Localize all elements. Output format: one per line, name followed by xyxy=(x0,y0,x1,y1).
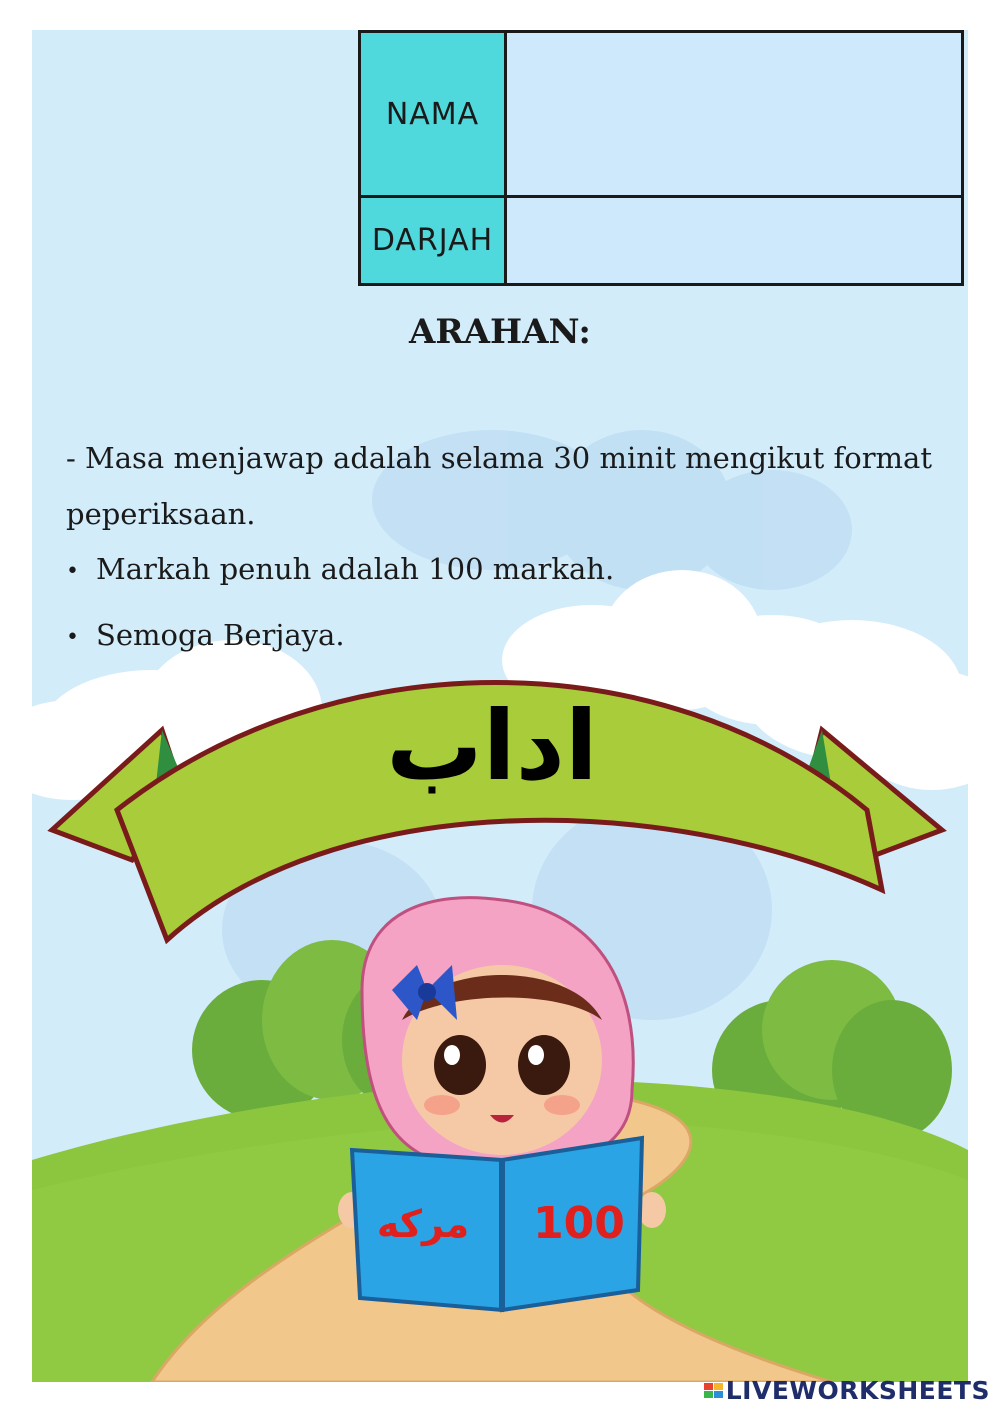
watermark-text: LIVEWORKSHEETS xyxy=(725,1375,990,1405)
instructions-title: ARAHAN: xyxy=(409,312,591,352)
list-item xyxy=(66,618,345,652)
student-info-table xyxy=(358,30,964,286)
logo-square xyxy=(704,1391,713,1398)
nama-field[interactable] xyxy=(507,33,961,195)
worksheet-page xyxy=(32,30,968,1382)
logo-squares-icon xyxy=(704,1383,723,1398)
darjah-field[interactable] xyxy=(507,198,961,283)
bullet-text: Markah penuh adalah 100 markah. xyxy=(96,552,615,586)
logo-square xyxy=(704,1383,713,1390)
logo-square xyxy=(714,1391,723,1398)
nama-label: NAMA xyxy=(361,33,507,195)
darjah-label: DARJAH xyxy=(361,198,507,283)
liveworksheets-logo xyxy=(704,1373,990,1407)
book-right-number: 100 xyxy=(533,1198,625,1249)
logo-square xyxy=(714,1383,723,1390)
banner-title: اداب xyxy=(386,690,598,802)
bullet-icon: • xyxy=(66,624,79,650)
bullet-text: Semoga Berjaya. xyxy=(96,618,345,652)
instruction-line-1: - Masa menjawap adalah selama 30 minit mengikut format peperiksaan. xyxy=(66,441,932,531)
list-item xyxy=(66,552,614,586)
bullet-icon: • xyxy=(66,558,79,584)
book-left-text: مركه xyxy=(376,1202,470,1246)
